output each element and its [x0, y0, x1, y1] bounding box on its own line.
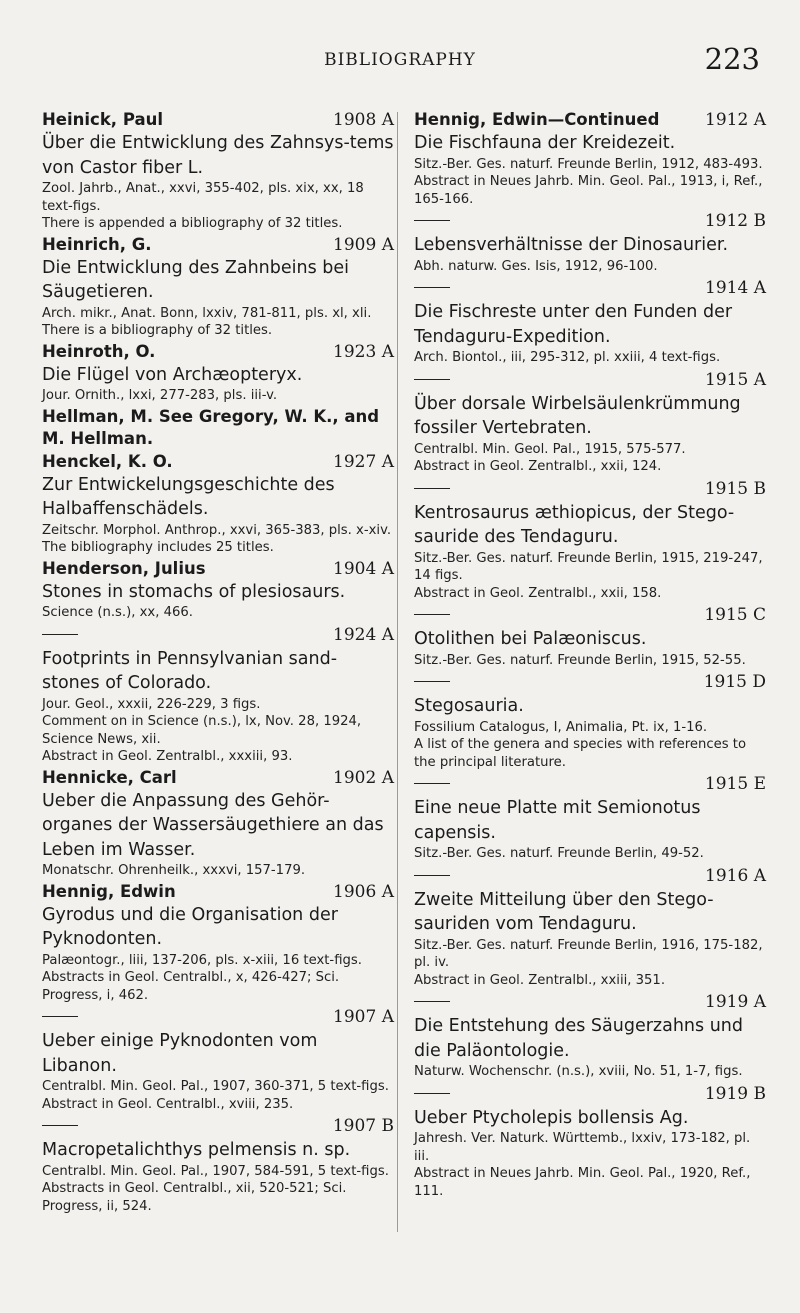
entry-year: 1919 A — [705, 992, 766, 1012]
entry-title: Stones in stomachs of plesiosaurs. — [42, 581, 346, 602]
author-name: Henderson, Julius — [42, 558, 206, 578]
entry-title: Die Entwicklung des Zahnbeins bei Säugetieren. — [42, 257, 350, 302]
author-line — [42, 234, 394, 256]
entry-title: Die Flügel von Archæopteryx. — [42, 364, 303, 385]
entry-reference: Abstract in Neues Jahrb. Min. Geol. Pal., 1913, i, Ref., 165-166. — [414, 174, 763, 207]
ditto-dash — [414, 681, 450, 682]
entry-reference: Sitz.-Ber. Ges. naturf. Freunde Berlin, 1915, 52-55. — [414, 652, 746, 668]
entry-title: Otolithen bei Palæoniscus. — [414, 629, 647, 649]
entry-year: 1915 B — [704, 478, 766, 499]
entry-reference: Palæontogr., liii, 137-206, pls. x-xiii, 16 text-figs. — [42, 952, 362, 968]
ditto-dash — [414, 379, 450, 380]
entry-year: 1915 A — [705, 369, 766, 390]
entry-year: 1914 A — [705, 278, 766, 298]
author-name: Hennicke, Carl — [42, 767, 177, 787]
author-name: Hennig, Edwin — [42, 881, 176, 901]
entry-year: 1915 C — [704, 605, 766, 625]
entry-reference: There is appended a bibliography of 32 titles. — [42, 216, 343, 231]
author-line — [42, 109, 394, 131]
running-head — [40, 42, 760, 82]
entry-year: 1904 A — [333, 558, 394, 579]
entry-year: 1923 A — [333, 341, 394, 362]
entry-reference: Jour. Geol., xxxii, 226-229, 3 figs. — [42, 696, 261, 712]
entry-reference: There is a bibliography of 32 titles. — [42, 323, 273, 338]
entry-reference: Abstracts in Geol. Centralbl., x, 426-427; Sci. Progress, i, 462. — [42, 970, 340, 1003]
entry-title: Footprints in Pennsylvanian sand-stones of Colorado. — [42, 648, 338, 693]
author-line — [42, 558, 394, 580]
entry-year: 1906 A — [333, 881, 394, 902]
entry-year: 1915 E — [704, 774, 766, 794]
entry-title: Die Fischreste unter den Funden der Tendaguru-Expedition. — [414, 302, 733, 347]
entry-year: 1919 B — [704, 1083, 766, 1104]
column-divider — [397, 112, 398, 1232]
author-line — [414, 109, 766, 131]
entry-reference: Centralbl. Min. Geol. Pal., 1907, 584-591, 5 text-figs. — [42, 1163, 389, 1179]
entry-year: 1916 A — [705, 865, 766, 886]
author-name: Henckel, K. O. — [42, 451, 173, 471]
entry-reference: Sitz.-Ber. Ges. naturf. Freunde Berlin, 1912, 483-493. — [414, 156, 763, 172]
entry-reference: Monatschr. Ohrenheilk., xxxvi, 157-179. — [42, 863, 306, 878]
entry-reference: Abstract in Geol. Centralbl., xviii, 235. — [42, 1096, 294, 1112]
entry-reference: Sitz.-Ber. Ges. naturf. Freunde Berlin, 1915, 219-247, 14 figs. — [414, 550, 763, 583]
entry-reference: A list of the genera and species with references to the principal literature. — [414, 737, 747, 770]
entry-reference: Comment on in Science (n.s.), lx, Nov. 28, 1924, Science News, xii. — [42, 714, 362, 747]
entry-title: Ueber Ptycholepis bollensis Ag. — [414, 1107, 689, 1128]
ditto-line — [414, 604, 766, 627]
author-line — [42, 341, 394, 363]
entry-title: Macropetalichthys pelmensis n. sp. — [42, 1140, 351, 1160]
entry-reference: The bibliography includes 25 titles. — [42, 540, 274, 555]
ditto-line — [414, 277, 766, 300]
author-line — [42, 451, 394, 473]
entry-reference: Jahresh. Ver. Naturk. Württemb., lxxiv, 173-182, pl. iii. — [414, 1131, 751, 1164]
entry-reference: Abstract in Geol. Zentralbl., xxii, 124. — [414, 459, 662, 474]
ditto-line — [414, 1083, 766, 1106]
entry-reference: Abstract in Geol. Zentralbl., xxxiii, 93. — [42, 749, 293, 764]
author-line — [42, 406, 394, 450]
entry-reference: Arch. mikr., Anat. Bonn, lxxiv, 781-811, pls. xl, xli. — [42, 305, 372, 321]
ditto-dash — [414, 488, 450, 489]
ditto-line — [42, 624, 394, 647]
entry-reference: Sitz.-Ber. Ges. naturf. Freunde Berlin, 49-52. — [414, 846, 704, 861]
right-column — [414, 108, 766, 1200]
ditto-dash — [414, 1093, 450, 1094]
entry-year: 1912 A — [705, 110, 766, 130]
ditto-line — [42, 1006, 394, 1029]
entry-reference: Abh. naturw. Ges. Isis, 1912, 96-100. — [414, 258, 658, 274]
entry-title: Zur Entwickelungsgeschichte des Halbaffenschädels. — [42, 474, 335, 519]
entry-reference: Centralbl. Min. Geol. Pal., 1915, 575-577. — [414, 441, 686, 457]
ditto-line — [414, 671, 766, 694]
ditto-dash — [42, 1016, 78, 1017]
ditto-dash — [42, 634, 78, 635]
ditto-line — [414, 865, 766, 888]
entry-year: 1907 A — [333, 1007, 394, 1027]
ditto-line — [414, 773, 766, 796]
entry-year: 1909 A — [333, 234, 394, 255]
ditto-dash — [414, 614, 450, 615]
ditto-line — [414, 478, 766, 501]
entry-title: Stegosauria. — [414, 696, 524, 716]
ditto-dash — [414, 875, 450, 876]
entry-year: 1912 B — [704, 211, 766, 231]
entry-title: Kentrosaurus æthiopicus, der Stego-sauride des Tendaguru. — [414, 502, 735, 547]
entry-year: 1908 A — [333, 110, 394, 130]
author-name: Heinrich, G. — [42, 234, 152, 254]
entry-title: Ueber einige Pyknodonten vom Libanon. — [42, 1031, 318, 1076]
entry-reference: Centralbl. Min. Geol. Pal., 1907, 360-371, 5 text-figs. — [42, 1079, 389, 1094]
entry-reference: Naturw. Wochenschr. (n.s.), xviii, No. 51, 1-7, figs. — [414, 1064, 743, 1079]
entry-reference: Abstract in Geol. Zentralbl., xxii, 158. — [414, 585, 662, 601]
entry-title: Über die Entwicklung des Zahnsys-tems von Castor fiber L. — [42, 133, 394, 178]
entry-title: Über dorsale Wirbelsäulenkrümmung fossiler Vertebraten. — [414, 393, 741, 438]
entry-reference: Zool. Jahrb., Anat., xxvi, 355-402, pls. xix, xx, 18 text-figs. — [42, 181, 364, 214]
ditto-line — [414, 210, 766, 233]
ditto-dash — [42, 1125, 78, 1126]
entry-reference: Abstracts in Geol. Centralbl., xii, 520-521; Sci. Progress, ii, 524. — [42, 1181, 347, 1214]
entry-year: 1907 B — [332, 1116, 394, 1136]
ditto-dash — [414, 287, 450, 288]
author-name: Heinick, Paul — [42, 110, 164, 129]
entry-reference: Arch. Biontol., iii, 295-312, pl. xxiii, 4 text-figs. — [414, 350, 721, 365]
ditto-line — [414, 369, 766, 392]
entry-reference: Jour. Ornith., lxxi, 277-283, pls. iii-v. — [42, 388, 278, 403]
ditto-dash — [414, 783, 450, 784]
entry-reference: Science (n.s.), xx, 466. — [42, 605, 193, 620]
ditto-dash — [414, 220, 450, 221]
ditto-line — [42, 1115, 394, 1138]
ditto-dash — [414, 1001, 450, 1002]
page-number: 223 — [704, 42, 760, 76]
entry-year: 1915 D — [703, 672, 766, 692]
entry-reference: Zeitschr. Morphol. Anthrop., xxvi, 365-383, pls. x-xiv. — [42, 522, 392, 538]
author-name: Heinroth, O. — [42, 341, 156, 361]
entry-title: Eine neue Platte mit Semionotus capensis. — [414, 798, 701, 843]
entry-title: Die Fischfauna der Kreidezeit. — [414, 133, 676, 153]
entry-title: Die Entstehung des Säugerzahns und die Paläontologie. — [414, 1016, 743, 1061]
entry-reference: Abstract in Neues Jahrb. Min. Geol. Pal., 1920, Ref., 111. — [414, 1166, 751, 1199]
entry-reference: Abstract in Geol. Zentralbl., xxiii, 351. — [414, 972, 666, 988]
entry-reference: Sitz.-Ber. Ges. naturf. Freunde Berlin, 1916, 175-182, pl. iv. — [414, 937, 763, 970]
entry-title: Gyrodus und die Organisation der Pyknodonten. — [42, 904, 338, 949]
author-name: Hennig, Edwin—Continued — [414, 110, 660, 129]
entry-reference: Fossilium Catalogus, I, Animalia, Pt. ix, 1-16. — [414, 719, 708, 735]
entry-year: 1924 A — [333, 624, 394, 645]
author-line — [42, 767, 394, 789]
entry-title: Zweite Mitteilung über den Stego-sauriden vom Tendaguru. — [414, 889, 714, 934]
entry-year: 1902 A — [333, 767, 394, 788]
entry-title: Lebensverhältnisse der Dinosaurier. — [414, 235, 729, 255]
author-line — [42, 881, 394, 903]
author-name: Hellman, M. See Gregory, W. K., and M. Hellman. — [42, 406, 380, 448]
ditto-line — [414, 991, 766, 1014]
running-title: BIBLIOGRAPHY — [324, 50, 476, 70]
entry-year: 1927 A — [333, 451, 394, 472]
entry-title: Ueber die Anpassung des Gehör-organes der Wassersäugethiere an das Leben im Wasser. — [42, 790, 384, 860]
left-column — [42, 108, 394, 1215]
